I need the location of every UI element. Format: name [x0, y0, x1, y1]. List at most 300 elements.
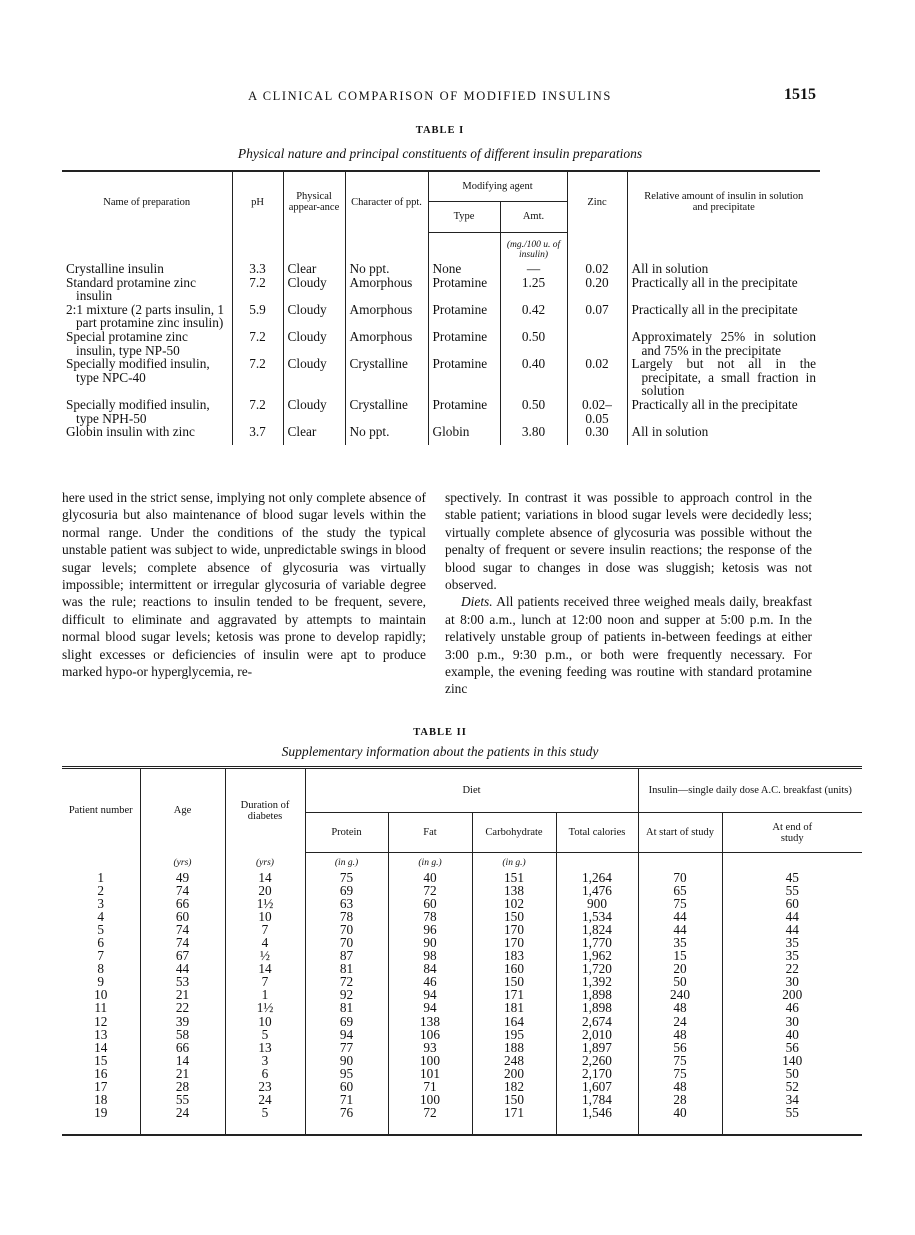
t2-cell-age: 21 — [140, 988, 225, 1001]
t2-cell-calories: 1,897 — [556, 1041, 638, 1054]
t1-spacer — [62, 439, 232, 445]
t2-cell-carbohydrate: 150 — [472, 975, 556, 988]
t2-header-start: At start of study — [638, 813, 722, 853]
t2-cell-calories: 1,392 — [556, 975, 638, 988]
t2-cell-age: 39 — [140, 1015, 225, 1028]
t2-cell-fat: 100 — [388, 1054, 472, 1067]
t2-cell-patient: 9 — [97, 974, 105, 990]
t2-header-protein: Protein — [305, 813, 388, 853]
t1-cell-relative: Practically all in the precipitate — [627, 303, 820, 330]
t2-cell-calories: 2,674 — [556, 1015, 638, 1028]
t1-header-character: Character of ppt. — [345, 171, 428, 232]
t2-cell-start: 75 — [638, 1054, 722, 1067]
t2-cell-fat: 96 — [388, 923, 472, 936]
t2-cell-patient: 10 — [94, 987, 108, 1003]
t2-cell-calories: 1,720 — [556, 962, 638, 975]
body-paragraph: spectively. In contrast it was possible to approach control in the stable patient; variations in blood sugar levels were decidedly less; virtually complete absence of glycosuria was possible without the penalty of frequent or severe insulin reactions; the response of the blood sugar to changes in dose was sluggish; ketosis was not observed. — [445, 490, 812, 593]
t1-cell-zinc — [567, 330, 627, 357]
t2-cell-duration: 7 — [225, 975, 305, 988]
t1-cell-name: 2:1 mixture (2 parts insulin, 1 part protamine zinc insulin) — [66, 301, 225, 331]
t2-cell-calories: 1,784 — [556, 1093, 638, 1106]
t2-spacer — [388, 1119, 472, 1135]
t1-cell-appearance: Clear — [283, 425, 345, 439]
t2-cell-duration: 13 — [225, 1041, 305, 1054]
t2-cell-duration: 6 — [225, 1067, 305, 1080]
t2-cell-start: 48 — [638, 1001, 722, 1014]
t2-cell-carbohydrate: 188 — [472, 1041, 556, 1054]
t2-cell-end: 60 — [722, 897, 862, 910]
t2-cell-calories: 1,476 — [556, 884, 638, 897]
t2-cell-patient: 1 — [97, 869, 105, 885]
t2-cell-protein: 60 — [305, 1080, 388, 1093]
t2-cell-end: 45 — [722, 871, 862, 884]
t1-cell-name: Globin insulin with zinc — [66, 424, 195, 440]
t2-cell-duration: 14 — [225, 962, 305, 975]
t2-cell-carbohydrate: 160 — [472, 962, 556, 975]
t2-cell-age: 67 — [140, 949, 225, 962]
t2-cell-duration: 14 — [225, 871, 305, 884]
t2-cell-fat: 94 — [388, 1001, 472, 1014]
t2-cell-patient: 18 — [94, 1092, 108, 1108]
t2-cell-carbohydrate: 182 — [472, 1080, 556, 1093]
t1-row — [62, 425, 820, 439]
t2-cell-end: 52 — [722, 1080, 862, 1093]
t2-row — [62, 1054, 862, 1067]
t1-cell-relative: All in solution — [627, 262, 820, 276]
t2-cell-age: 74 — [140, 884, 225, 897]
t2-cell-duration: 10 — [225, 1015, 305, 1028]
t2-cell-start: 65 — [638, 884, 722, 897]
t1-cell-ph: 3.3 — [232, 262, 283, 276]
t1-header-relative: Relative amount of insulin in solution and precipitate — [627, 171, 820, 232]
t2-cell-patient: 3 — [97, 895, 105, 911]
t2-row — [62, 910, 862, 923]
t2-cell-age: 44 — [140, 962, 225, 975]
t2-unit-protein: (in g.) — [305, 853, 388, 871]
t2-cell-carbohydrate: 170 — [472, 923, 556, 936]
t2-cell-calories: 1,898 — [556, 988, 638, 1001]
t2-cell-protein: 90 — [305, 1054, 388, 1067]
t1-cell-zinc: 0.30 — [567, 425, 627, 439]
t2-cell-patient: 2 — [97, 882, 105, 898]
t1-cell-type: Protamine — [428, 303, 500, 330]
t1-header-appearance: Physical appear-ance — [283, 171, 345, 232]
t2-cell-age: 58 — [140, 1028, 225, 1041]
t2-cell-fat: 72 — [388, 884, 472, 897]
running-title: A CLINICAL COMPARISON OF MODIFIED INSULINS — [248, 89, 612, 103]
t2-cell-fat: 106 — [388, 1028, 472, 1041]
diets-text: All patients received three weighed meals daily, breakfast at 8:00 a.m., lunch at 12:00 noon and supper at 5:00 p.m. In the relatively unstable group of patients in-between feedings at either 3:00 p.m., 9:30 p.m., or both were frequently necessary. For example, the evening feeding was routine with standard protamine zinc — [445, 594, 812, 697]
t1-spacer — [283, 439, 345, 445]
t2-cell-duration: 1½ — [225, 897, 305, 910]
t1-cell-zinc: 0.07 — [567, 303, 627, 330]
t2-cell-start: 24 — [638, 1015, 722, 1028]
t2-cell-carbohydrate: 181 — [472, 1001, 556, 1014]
t1-cell-type: Protamine — [428, 357, 500, 398]
table2 — [62, 766, 862, 1136]
t1-cell-name: Specially modified insulin, type NPH-50 — [66, 396, 210, 426]
t2-cell-carbohydrate: 171 — [472, 1106, 556, 1119]
t1-cell-amt: 0.50 — [500, 398, 567, 425]
t2-cell-start: 240 — [638, 988, 722, 1001]
t2-cell-protein: 81 — [305, 1001, 388, 1014]
body-paragraph: here used in the strict sense, implying not only complete absence of glycosuria but also maintenance of blood sugar levels within the normal range. Under the conditions of the study the typical unstable patient was subject to wide, unpredictable swings in blood sugar levels; complete absence of glycosuria was virtually impossible; intermittent or irregular glycosuria of variable degree was the rule; reactions to insulin tended to be frequent, severe, difficult to eliminate and aggravated by attempts to maintain normal blood sugar levels; ketosis was prone to develop rapidly; slight excesses or deficiencies of insulin were apt to produce marked hypo-or hyperglycemia, re- — [62, 490, 426, 680]
t1-cell-type: Protamine — [428, 398, 500, 425]
t1-cell-type: Protamine — [428, 330, 500, 357]
t2-cell-age: 66 — [140, 897, 225, 910]
t2-cell-protein: 72 — [305, 975, 388, 988]
t2-cell-fat: 40 — [388, 871, 472, 884]
t2-spacer — [305, 1119, 388, 1135]
t2-cell-carbohydrate: 170 — [472, 936, 556, 949]
t1-cell-name: Special protamine zinc insulin, type NP-50 — [66, 328, 188, 358]
t2-cell-calories: 2,010 — [556, 1028, 638, 1041]
t2-unit-fat: (in g.) — [388, 853, 472, 871]
t1-cell-name: Standard protamine zinc insulin — [66, 274, 196, 304]
t2-cell-carbohydrate: 200 — [472, 1067, 556, 1080]
t2-cell-start: 40 — [638, 1106, 722, 1119]
t2-cell-duration: 4 — [225, 936, 305, 949]
t1-cell-name: Crystalline insulin — [66, 261, 164, 276]
t2-cell-start: 20 — [638, 962, 722, 975]
t2-header-diet: Diet — [305, 768, 638, 813]
t2-spacer — [472, 1119, 556, 1135]
t2-cell-end: 50 — [722, 1067, 862, 1080]
t1-cell-appearance: Clear — [283, 262, 345, 276]
page-number: 1515 — [784, 86, 816, 103]
t2-cell-duration: 3 — [225, 1054, 305, 1067]
t1-header-type: Type — [428, 201, 500, 232]
t2-cell-start: 35 — [638, 936, 722, 949]
t2-cell-fat: 71 — [388, 1080, 472, 1093]
t2-cell-protein: 71 — [305, 1093, 388, 1106]
t1-row — [62, 262, 820, 276]
t2-cell-protein: 94 — [305, 1028, 388, 1041]
t1-cell-zinc: 0.02 — [567, 357, 627, 398]
t2-cell-age: 14 — [140, 1054, 225, 1067]
t2-cell-start: 44 — [638, 910, 722, 923]
t2-cell-start: 48 — [638, 1028, 722, 1041]
table2-caption: Supplementary information about the patients in this study — [281, 744, 599, 759]
body-column-right — [445, 489, 812, 698]
t2-cell-patient: 5 — [97, 921, 105, 937]
t2-cell-duration: 10 — [225, 910, 305, 923]
t1-spacer — [232, 439, 283, 445]
t1-cell-appearance: Cloudy — [283, 276, 345, 303]
t2-cell-calories: 2,170 — [556, 1067, 638, 1080]
t2-cell-duration: 7 — [225, 923, 305, 936]
t2-cell-fat: 94 — [388, 988, 472, 1001]
t2-spacer — [556, 1119, 638, 1135]
t2-cell-carbohydrate: 164 — [472, 1015, 556, 1028]
t2-cell-patient: 12 — [94, 1013, 108, 1029]
t1-cell-amt: 0.40 — [500, 357, 567, 398]
t1-cell-character: Amorphous — [345, 276, 428, 303]
t2-row — [62, 1001, 862, 1014]
t2-cell-duration: 24 — [225, 1093, 305, 1106]
t1-cell-zinc: 0.02 — [567, 262, 627, 276]
t2-spacer — [62, 1119, 140, 1135]
t1-cell-type: None — [428, 262, 500, 276]
t2-cell-start: 75 — [638, 897, 722, 910]
t1-row — [62, 303, 820, 330]
t2-header-fat: Fat — [388, 813, 472, 853]
t2-header-patient: Patient number — [68, 805, 133, 817]
t2-cell-age: 24 — [140, 1106, 225, 1119]
t1-cell-amt: 0.42 — [500, 303, 567, 330]
t2-cell-fat: 84 — [388, 962, 472, 975]
t2-cell-protein: 75 — [305, 871, 388, 884]
t2-cell-end: 140 — [722, 1054, 862, 1067]
t2-cell-end: 40 — [722, 1028, 862, 1041]
t2-cell-carbohydrate: 102 — [472, 897, 556, 910]
t2-cell-patient: 7 — [97, 948, 105, 964]
t2-cell-carbohydrate: 150 — [472, 1093, 556, 1106]
t2-cell-age: 55 — [140, 1093, 225, 1106]
t2-cell-fat: 78 — [388, 910, 472, 923]
t1-cell-amt: — — [500, 262, 567, 276]
t2-cell-calories: 2,260 — [556, 1054, 638, 1067]
t1-cell-relative: Practically all in the precipitate — [627, 276, 820, 303]
t2-cell-end: 35 — [722, 949, 862, 962]
t1-header-name: Name of preparation — [103, 196, 191, 208]
t2-unit-duration: (yrs) — [225, 853, 305, 871]
t2-unit-age: (yrs) — [140, 853, 225, 871]
t2-cell-fat: 101 — [388, 1067, 472, 1080]
t2-cell-age: 49 — [140, 871, 225, 884]
t2-cell-end: 22 — [722, 962, 862, 975]
t1-cell-ph: 7.2 — [232, 357, 283, 398]
t2-cell-start: 50 — [638, 975, 722, 988]
t2-unit-carbohydrate: (in g.) — [472, 853, 556, 871]
t2-cell-protein: 76 — [305, 1106, 388, 1119]
t2-cell-age: 21 — [140, 1067, 225, 1080]
t2-spacer — [225, 1119, 305, 1135]
t2-cell-patient: 8 — [97, 961, 105, 977]
t2-cell-protein: 69 — [305, 1015, 388, 1028]
t2-cell-age: 74 — [140, 936, 225, 949]
t2-cell-calories: 1,962 — [556, 949, 638, 962]
t2-cell-fat: 100 — [388, 1093, 472, 1106]
t2-cell-end: 34 — [722, 1093, 862, 1106]
t1-row — [62, 330, 820, 357]
t2-row — [62, 1106, 862, 1119]
t2-cell-patient: 16 — [94, 1065, 108, 1081]
t2-cell-patient: 11 — [94, 1000, 108, 1016]
t2-cell-end: 44 — [722, 910, 862, 923]
t2-cell-duration: 23 — [225, 1080, 305, 1093]
t2-cell-fat: 72 — [388, 1106, 472, 1119]
t2-cell-calories: 900 — [556, 897, 638, 910]
t2-cell-carbohydrate: 138 — [472, 884, 556, 897]
t1-amt-unit: (mg./100 u. of insulin) — [500, 232, 567, 262]
t1-cell-relative: All in solution — [627, 425, 820, 439]
t2-cell-end: 35 — [722, 936, 862, 949]
t2-cell-protein: 95 — [305, 1067, 388, 1080]
t1-header-amt: Amt. — [500, 201, 567, 232]
t2-cell-protein: 77 — [305, 1041, 388, 1054]
t1-spacer — [627, 439, 820, 445]
t2-cell-calories: 1,824 — [556, 923, 638, 936]
t1-row — [62, 357, 820, 398]
t1-header-zinc: Zinc — [567, 171, 627, 232]
t2-cell-calories: 1,264 — [556, 871, 638, 884]
t1-cell-ph: 5.9 — [232, 303, 283, 330]
t2-cell-end: 44 — [722, 923, 862, 936]
t1-cell-character: Crystalline — [345, 357, 428, 398]
body-column-left — [62, 489, 426, 680]
t2-cell-patient: 17 — [94, 1079, 108, 1094]
t2-cell-calories: 1,534 — [556, 910, 638, 923]
t1-cell-character: Amorphous — [345, 303, 428, 330]
t2-spacer — [638, 1119, 722, 1135]
t2-cell-fat: 46 — [388, 975, 472, 988]
t2-spacer — [140, 1119, 225, 1135]
t2-cell-carbohydrate: 150 — [472, 910, 556, 923]
t2-cell-end: 200 — [722, 988, 862, 1001]
t2-cell-patient: 13 — [94, 1026, 108, 1042]
t2-cell-age: 66 — [140, 1041, 225, 1054]
t2-row — [62, 1041, 862, 1054]
t1-cell-amt: 0.50 — [500, 330, 567, 357]
t2-header-carbohydrate: Carbohydrate — [472, 813, 556, 853]
t2-cell-age: 60 — [140, 910, 225, 923]
t2-cell-calories: 1,546 — [556, 1106, 638, 1119]
t1-cell-amt: 3.80 — [500, 425, 567, 439]
t2-cell-duration: 5 — [225, 1106, 305, 1119]
table2-label: TABLE II — [413, 727, 467, 738]
t2-cell-end: 30 — [722, 975, 862, 988]
t1-cell-appearance: Cloudy — [283, 398, 345, 425]
t2-row — [62, 1028, 862, 1041]
t1-cell-character: No ppt. — [345, 262, 428, 276]
t2-cell-end: 30 — [722, 1015, 862, 1028]
t1-cell-amt: 1.25 — [500, 276, 567, 303]
t1-cell-relative: Practically all in the precipitate — [627, 398, 820, 425]
t1-header-ph: pH — [232, 171, 283, 232]
t1-cell-appearance: Cloudy — [283, 330, 345, 357]
t1-cell-name: Specially modified insulin, type NPC-40 — [66, 356, 210, 385]
t2-cell-patient: 4 — [97, 908, 105, 924]
t1-row — [62, 276, 820, 303]
t2-cell-carbohydrate: 248 — [472, 1054, 556, 1067]
t1-spacer — [345, 439, 428, 445]
t1-cell-type: Protamine — [428, 276, 500, 303]
t2-cell-fat: 90 — [388, 936, 472, 949]
t2-cell-start: 56 — [638, 1041, 722, 1054]
t2-cell-protein: 92 — [305, 988, 388, 1001]
t2-cell-calories: 1,898 — [556, 1001, 638, 1014]
t2-cell-start: 15 — [638, 949, 722, 962]
t2-cell-patient: 14 — [94, 1039, 108, 1055]
t2-cell-end: 56 — [722, 1041, 862, 1054]
t1-cell-character: Amorphous — [345, 330, 428, 357]
t2-row — [62, 923, 862, 936]
t2-cell-end: 55 — [722, 884, 862, 897]
t1-spacer — [500, 439, 567, 445]
t1-row — [62, 398, 820, 425]
t1-spacer — [567, 439, 627, 445]
t2-row — [62, 1015, 862, 1028]
t2-header-end: At end of study — [722, 813, 862, 853]
t1-body — [62, 232, 820, 445]
t1-cell-character: No ppt. — [345, 425, 428, 439]
t2-spacer — [722, 1119, 862, 1135]
t2-cell-protein: 78 — [305, 910, 388, 923]
diets-heading: Diets. — [461, 594, 493, 610]
t1-cell-ph: 3.7 — [232, 425, 283, 439]
t2-cell-protein: 70 — [305, 936, 388, 949]
t2-cell-start: 70 — [638, 871, 722, 884]
t1-header-modifying-agent: Modifying agent — [428, 171, 567, 201]
t2-cell-start: 28 — [638, 1093, 722, 1106]
table1-caption: Physical nature and principal constituents of different insulin preparations — [237, 146, 643, 161]
t2-header-calories: Total calories — [556, 813, 638, 853]
t2-cell-end: 46 — [722, 1001, 862, 1014]
t2-header-insulin: Insulin—single daily dose A.C. breakfast (units) — [638, 768, 862, 813]
t1-spacer — [428, 439, 500, 445]
t2-cell-patient: 6 — [97, 934, 105, 950]
t1-cell-ph: 7.2 — [232, 330, 283, 357]
t2-cell-carbohydrate: 183 — [472, 949, 556, 962]
t2-cell-patient: 15 — [94, 1052, 108, 1068]
t2-cell-end: 55 — [722, 1106, 862, 1119]
t2-cell-fat: 138 — [388, 1015, 472, 1028]
t1-cell-relative: Largely but not all in the precipitate, a small fraction in solution — [627, 357, 820, 398]
t2-cell-calories: 1,607 — [556, 1080, 638, 1093]
t2-cell-fat: 98 — [388, 949, 472, 962]
t2-cell-calories: 1,770 — [556, 936, 638, 949]
t2-cell-protein: 63 — [305, 897, 388, 910]
t2-cell-duration: ½ — [225, 949, 305, 962]
t2-cell-protein: 69 — [305, 884, 388, 897]
body-paragraph-diets — [445, 593, 812, 697]
t2-cell-start: 48 — [638, 1080, 722, 1093]
t2-cell-start: 75 — [638, 1067, 722, 1080]
t2-cell-age: 28 — [140, 1080, 225, 1093]
t1-cell-ph: 7.2 — [232, 276, 283, 303]
t1-cell-ph: 7.2 — [232, 398, 283, 425]
t1-cell-zinc: 0.02–0.05 — [567, 398, 627, 425]
table1-label: TABLE I — [415, 125, 465, 136]
t2-cell-start: 44 — [638, 923, 722, 936]
t2-body — [62, 853, 862, 1136]
t2-row — [62, 871, 862, 884]
t2-row — [62, 897, 862, 910]
t2-header-duration: Duration of diabetes — [225, 768, 305, 853]
t2-cell-age: 22 — [140, 1001, 225, 1014]
t2-cell-fat: 60 — [388, 897, 472, 910]
t2-cell-patient: 19 — [94, 1105, 108, 1121]
t2-cell-carbohydrate: 151 — [472, 871, 556, 884]
t1-cell-relative: Approximately 25% in solution and 75% in the precipitate — [627, 330, 820, 357]
table1 — [62, 170, 820, 445]
t2-cell-age: 53 — [140, 975, 225, 988]
t2-row — [62, 884, 862, 897]
t2-cell-duration: 1½ — [225, 1001, 305, 1014]
t2-cell-protein: 81 — [305, 962, 388, 975]
t2-cell-protein: 70 — [305, 923, 388, 936]
t2-cell-duration: 5 — [225, 1028, 305, 1041]
t2-cell-carbohydrate: 171 — [472, 988, 556, 1001]
t2-cell-fat: 93 — [388, 1041, 472, 1054]
t2-cell-carbohydrate: 195 — [472, 1028, 556, 1041]
t2-cell-protein: 87 — [305, 949, 388, 962]
t2-header-age: Age — [140, 768, 225, 853]
t1-cell-type: Globin — [428, 425, 500, 439]
t1-cell-character: Crystalline — [345, 398, 428, 425]
t1-cell-zinc: 0.20 — [567, 276, 627, 303]
